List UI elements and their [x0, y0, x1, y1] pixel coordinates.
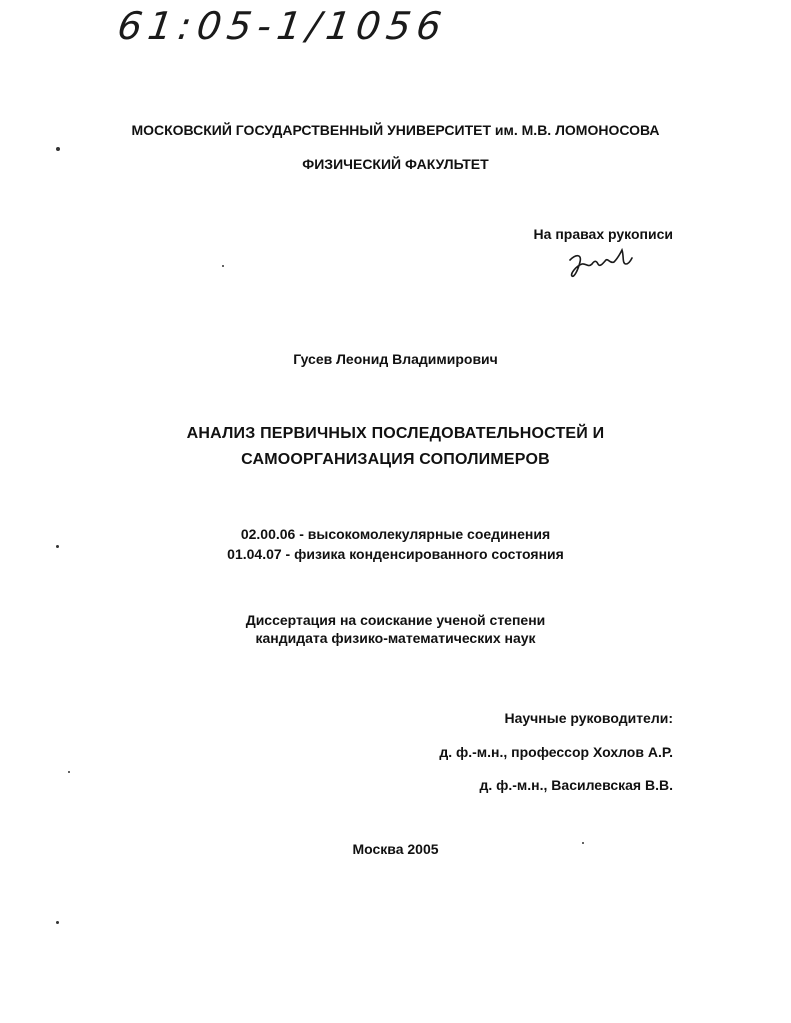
university-name: МОСКОВСКИЙ ГОСУДАРСТВЕННЫЙ УНИВЕРСИТЕТ им. М.В. ЛОМОНОСОВА: [131, 122, 660, 138]
archive-number-handwritten: 61:05-1/1056: [114, 4, 451, 48]
scan-speck: [68, 771, 70, 773]
scan-speck: [56, 147, 60, 151]
degree-line-2: кандидата физико-математических наук: [255, 630, 536, 646]
thesis-title-line-1: АНАЛИЗ ПЕРВИЧНЫХ ПОСЛЕДОВАТЕЛЬНОСТЕЙ И: [186, 425, 605, 442]
city-year: Москва 2005: [352, 841, 439, 857]
scan-speck: [56, 921, 59, 924]
degree-line-1: Диссертация на соискание ученой степени: [245, 612, 546, 628]
advisor-2: д. ф.-м.н., Василевская В.В.: [479, 777, 673, 793]
advisor-1: д. ф.-м.н., профессор Хохлов А.Р.: [439, 744, 673, 760]
author-name: Гусев Леонид Владимирович: [293, 351, 498, 367]
specialty-line-1: 02.00.06 - высокомолекулярные соединения: [240, 526, 551, 542]
advisors-label: Научные руководители:: [504, 710, 673, 726]
signature-icon: [566, 246, 636, 282]
manuscript-rights-note: На правах рукописи: [533, 226, 673, 242]
scan-speck: [56, 545, 59, 548]
thesis-title-line-2: САМООРГАНИЗАЦИЯ СОПОЛИМЕРОВ: [241, 451, 550, 468]
scan-speck: [582, 842, 584, 844]
specialty-line-2: 01.04.07 - физика конденсированного состояния: [227, 546, 564, 562]
faculty-name: ФИЗИЧЕСКИЙ ФАКУЛЬТЕТ: [302, 156, 489, 172]
scan-speck: [222, 265, 224, 267]
